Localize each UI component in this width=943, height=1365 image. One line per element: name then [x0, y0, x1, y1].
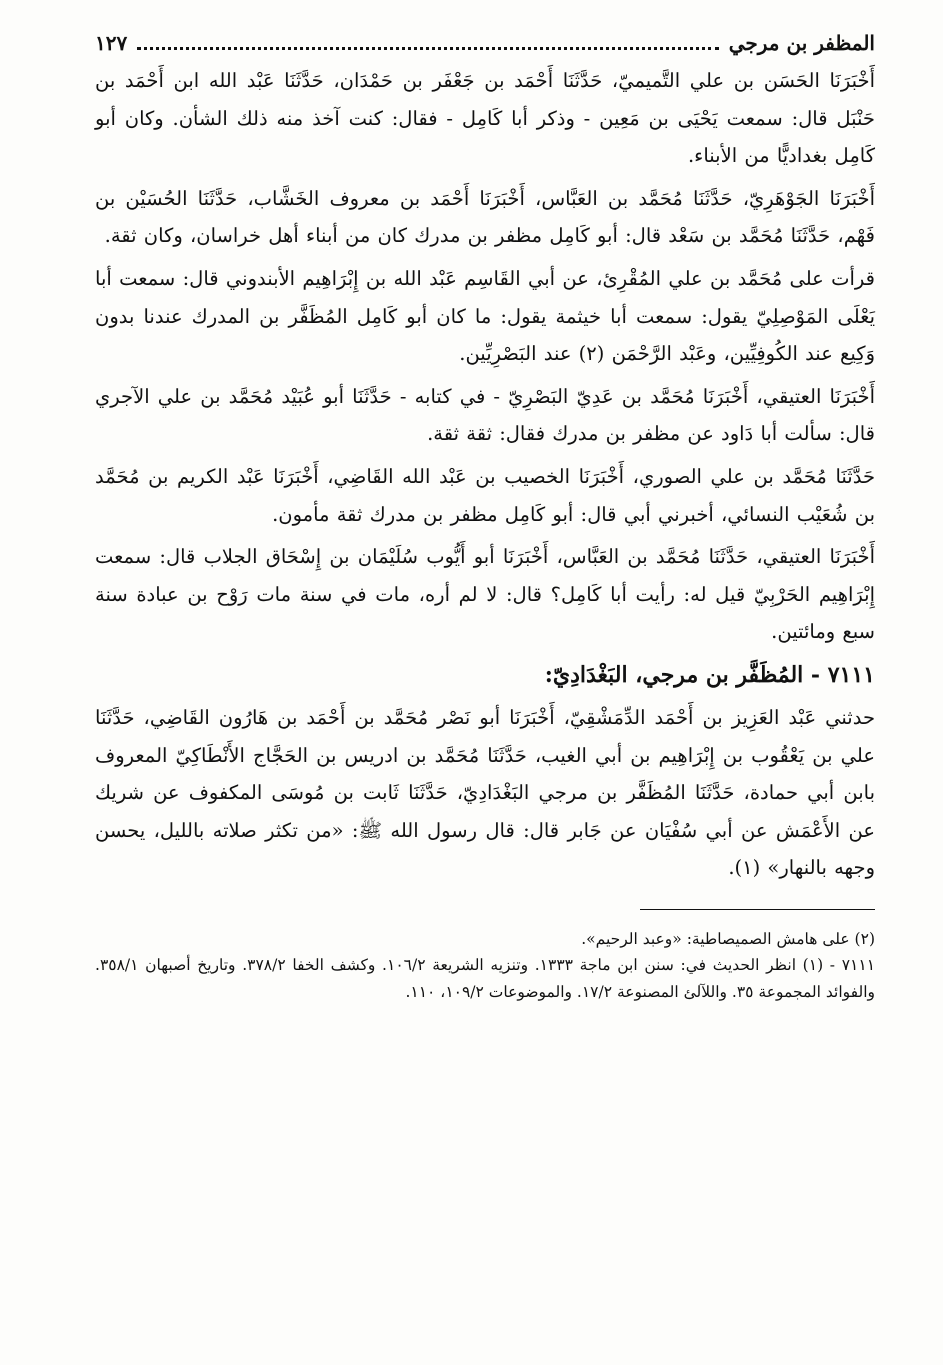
footnotes — [95, 926, 875, 1006]
paragraph: أَخْبَرَنَا الجَوْهَرِيّ، حَدَّثَنَا مُحَمَّد بن العَبَّاس، أَخْبَرَنَا أَحْمَد بن معروف الخَشَّاب، حَدَّثَنَا الحُسَيْن بن فَهْم، حَدَّثَنَا مُحَمَّد بن سَعْد قال: أبو كَامِل مظفر بن مدرك كان من أبناء أهل خراسان، وكان ثقة. — [95, 186, 875, 248]
header-dot-leader — [137, 47, 718, 50]
paragraph: قرأت على مُحَمَّد بن علي المُقْرِئ، عن أبي القَاسِم عَبْد الله بن إِبْرَاهِيم الأبندوني قال: سمعت أبا يَعْلَى المَوْصِلِيّ يقول: سمعت أبا خيثمة يقول: ما كان أبو كَامِل المُظَفَّر بن المدرك عندنا بدون وَكِيع عند الكُوفِيِّين، وعَبْد الرَّحْمَن (٢) عند البَصْرِيِّين. — [95, 266, 875, 366]
footnote: ٧١١١ - (١) انظر الحديث في: سنن ابن ماجة ١٣٣٣. وتنزيه الشريعة ١٠٦/٢. وكشف الخفا ٣٧٨/٢. وتاريخ أصبهان ٣٥٨/١. والفوائد المجموعة ٣٥. واللآلئ المصنوعة ١٧/٢. والموضوعات ١٠٩/٢، ١١٠. — [95, 956, 876, 1001]
footnote-separator — [640, 909, 875, 910]
running-title: المظفر بن مرجي — [728, 31, 875, 55]
running-header — [95, 30, 875, 56]
paragraph: حَدَّثَنَا مُحَمَّد بن علي الصوري، أَخْبَرَنَا الخصيب بن عَبْد الله القَاضِي، أَخْبَرَنَا عَبْد الكريم بن مُحَمَّد بن شُعَيْب النسائي، أخبرني أبي قال: أبو كَامِل مظفر بن مدرك ثقة مأمون. — [95, 464, 875, 526]
paragraph: أَخْبَرَنَا الحَسَن بن علي التَّميميّ، حَدَّثَنَا أَحْمَد بن جَعْفَر بن حَمْدَان، حَدَّثَنَا عَبْد الله ابن أَحْمَد بن حَنْبَل قال: سمعت يَحْيَى بن مَعِين - وذكر أبا كَامِل - فقال: كنت آخذ منه ذلك الشأن. وكان أبو كَامِل بغداديًّا من الأبناء. — [95, 69, 875, 168]
page-number: ١٢٧ — [95, 31, 128, 55]
entry-heading: ٧١١١ - المُظَفَّر بن مرجي، البَغْدَادِيّ: — [544, 661, 875, 688]
body-text — [95, 62, 875, 887]
footnote: (٢) على هامش الصميصاطية: «وعبد الرحيم». — [581, 929, 875, 948]
paragraph: أَخْبَرَنَا العتيقي، حَدَّثَنَا مُحَمَّد بن العَبَّاس، أَخْبَرَنَا أبو أَيُّوب سُلَيْمَان بن إِسْحَاق الجلاب قال: سمعت إِبْرَاهِيم الحَرْبِيّ قيل له: رأيت أبا كَامِل؟ قال: لا لم أره، مات في سنة مات رَوْح بن عبادة سنة سبع ومائتين. — [95, 545, 875, 644]
entry-text: حدثني عَبْد العَزِيز بن أَحْمَد الدِّمَشْقِيّ، أَخْبَرَنَا أبو نَصْر مُحَمَّد بن أَحْمَد بن هَارُون القَاضِي، حَدَّثَنَا علي بن يَعْقُوب بن إِبْرَاهِيم بن أبي الغيب، حَدَّثَنَا مُحَمَّد بن ادريس بن الحَجَّاج الأَنْطَاكِيّ المعروف بابن أبي حمادة، حَدَّثَنَا المُظَفَّر بن مرجي البَغْدَادِيّ، حَدَّثَنَا ثَابت بن مُوسَى المكفوف عن شريك عن الأَعْمَش عن أبي سُفْيَان عن جَابر قال: قال رسول الله ﷺ: «من تكثر صلاته بالليل، يحسن وجهه بالنهار» (١). — [95, 705, 875, 880]
paragraph: أَخْبَرَنَا العتيقي، أَخْبَرَنَا مُحَمَّد بن عَدِيّ البَصْرِيّ - في كتابه - حَدَّثَنَا أبو عُبَيْد مُحَمَّد بن علي الآجري قال: سألت أبا دَاود عن مظفر بن مدرك فقال: ثقة ثقة. — [95, 384, 875, 446]
